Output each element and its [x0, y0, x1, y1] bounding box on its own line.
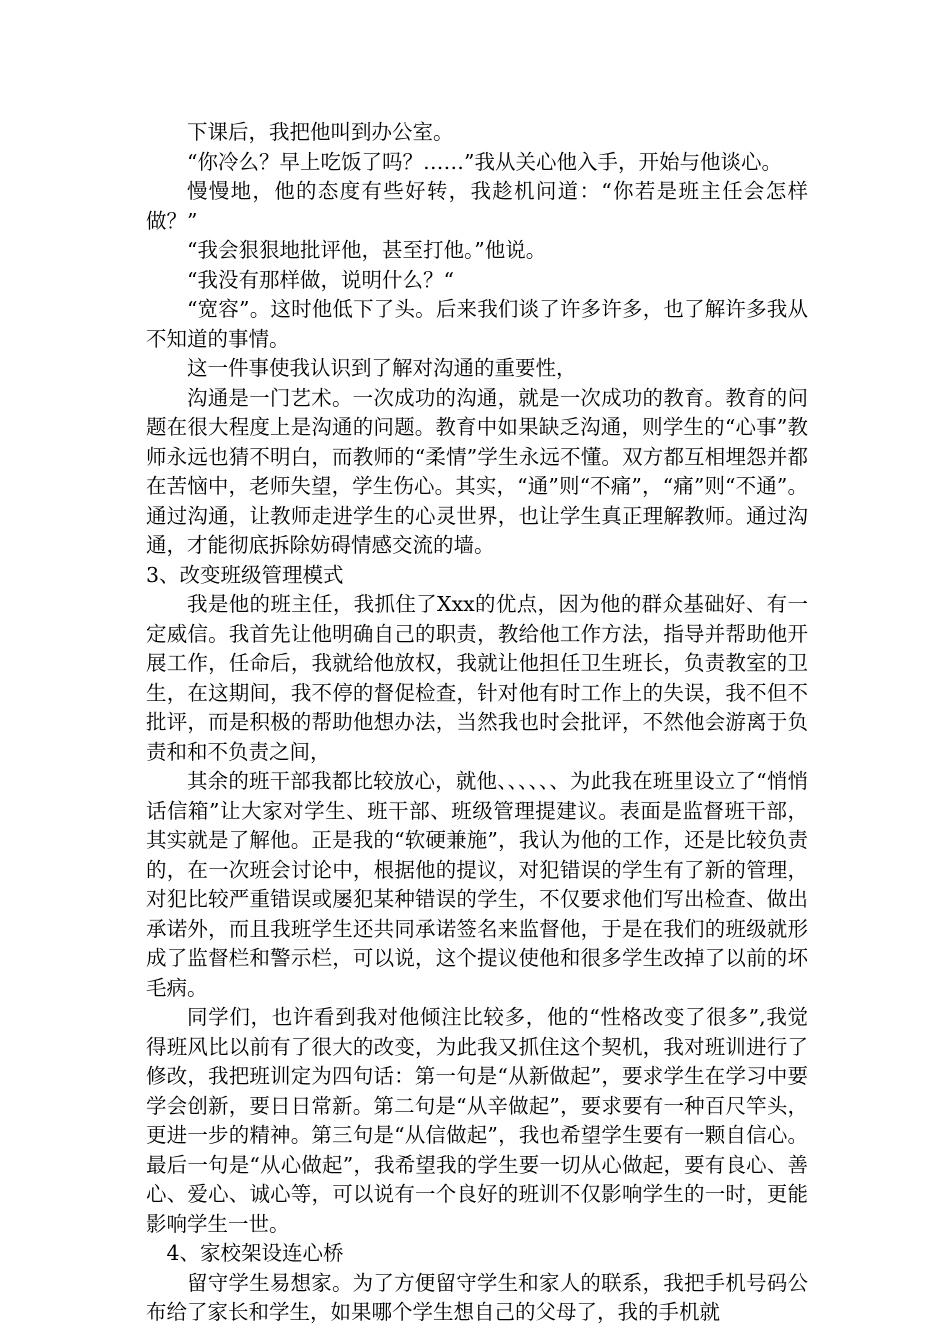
section-heading-3: 3、改变班级管理模式 — [146, 562, 344, 587]
document-body — [146, 118, 808, 1328]
paragraph-realization: 这一件事使我认识到了解对沟通的重要性， — [187, 356, 577, 380]
paragraph-concern: “你冷么？早上吃饭了吗？……”我从关心他入手，开始与他谈心。 — [187, 149, 782, 174]
paragraph-class-motto: 同学们，也许看到我对他倾注比较多，他的“性格改变了很多”,我觉得班风比以前有了很大的改变，为此我又抓住这个契机，我对班训进行了修改，我把班训定为四句话：第一句是“从新做起”，要求学生在学习中要学会创新，要日日常新。第二句是“从辛做起”，要求要有一种百尺竿头，更进一步的精神。第三句是“从信做起”，我也希望学生要有一颗自信心。最后一句是“从心做起”，我希望我的学生要一切从心做起，要有良心、善心、爱心、诚心等，可以说有一个良好的班训不仅影响学生的一时，更能影响学生一世。 — [146, 1005, 808, 1236]
paragraph-communication: 沟通是一门艺术。一次成功的沟通，就是一次成功的教育。教育的问题在很大程度上是沟通的问题。教育中如果缺乏沟通，则学生的“心事”教师永远也猜不明白，而教师的“柔情”学生永远不懂。双方都互相埋怨并都在苦恼中，老师失望，学生伤心。其实，“通”则“不痛”，“痛”则“不通”。通过沟通，让教师走进学生的心灵世界，也让学生真正理解教师。通过沟通，才能彻底拆除妨碍情感交流的墙。 — [146, 385, 808, 557]
paragraph-suggestion-box: 其余的班干部我都比较放心，就他、、、、、、为此我在班里设立了“悄悄话信箱”让大家对学生、班干部、班级管理提建议。表面是监督班干部，其实就是了解他。正是我的“软硬兼施”，我认为他的工作，还是比较负责的，在一次班会讨论中，根据他的提议，对犯错误的学生有了新的管理，对犯比较严重错误或屡犯某种错误的学生，不仅要求他们写出检查、做出承诺外，而且我班学生还共同承诺签名来监督他，于是在我们的班级就形成了监督栏和警示栏，可以说，这个提议使他和很多学生改掉了以前的坏毛病。 — [146, 769, 808, 1000]
paragraph-left-behind: 留守学生易想家。为了方便留守学生和家人的联系，我把手机号码公布给了家长和学生，如果哪个学生想自己的父母了，我的手机就 — [146, 1270, 808, 1324]
paragraph-teacher-question: “我没有那样做，说明什么？“ — [187, 267, 454, 292]
paragraph-tolerance: “宽容”。这时他低下了头。后来我们谈了许多许多，也了解许多我从不知道的事情。 — [146, 297, 808, 351]
section-heading-4: 4、家校架设连心桥 — [166, 1241, 344, 1265]
paragraph-office: 下课后，我把他叫到办公室。 — [187, 120, 454, 144]
paragraph-class-monitor: 我是他的班主任，我抓住了Xxx的优点，因为他的群众基础好、有一定威信。我首先让他明确自己的职责，教给他工作方法，指导并帮助他开展工作，任命后，我就给他放权，我就让他担任卫生班长，负责教室的卫生，在这期间，我不停的督促检查，针对他有时工作上的失误，我不但不批评，而是积极的帮助他想办法，当然我也时会批评，不然他会游离于负责和和不负责之间， — [146, 592, 808, 764]
paragraph-question: 慢慢地，他的态度有些好转，我趁机问道：“你若是班主任会怎样做？” — [146, 179, 808, 233]
paragraph-student-answer: “我会狠狠地批评他，甚至打他。”他说。 — [187, 238, 547, 262]
